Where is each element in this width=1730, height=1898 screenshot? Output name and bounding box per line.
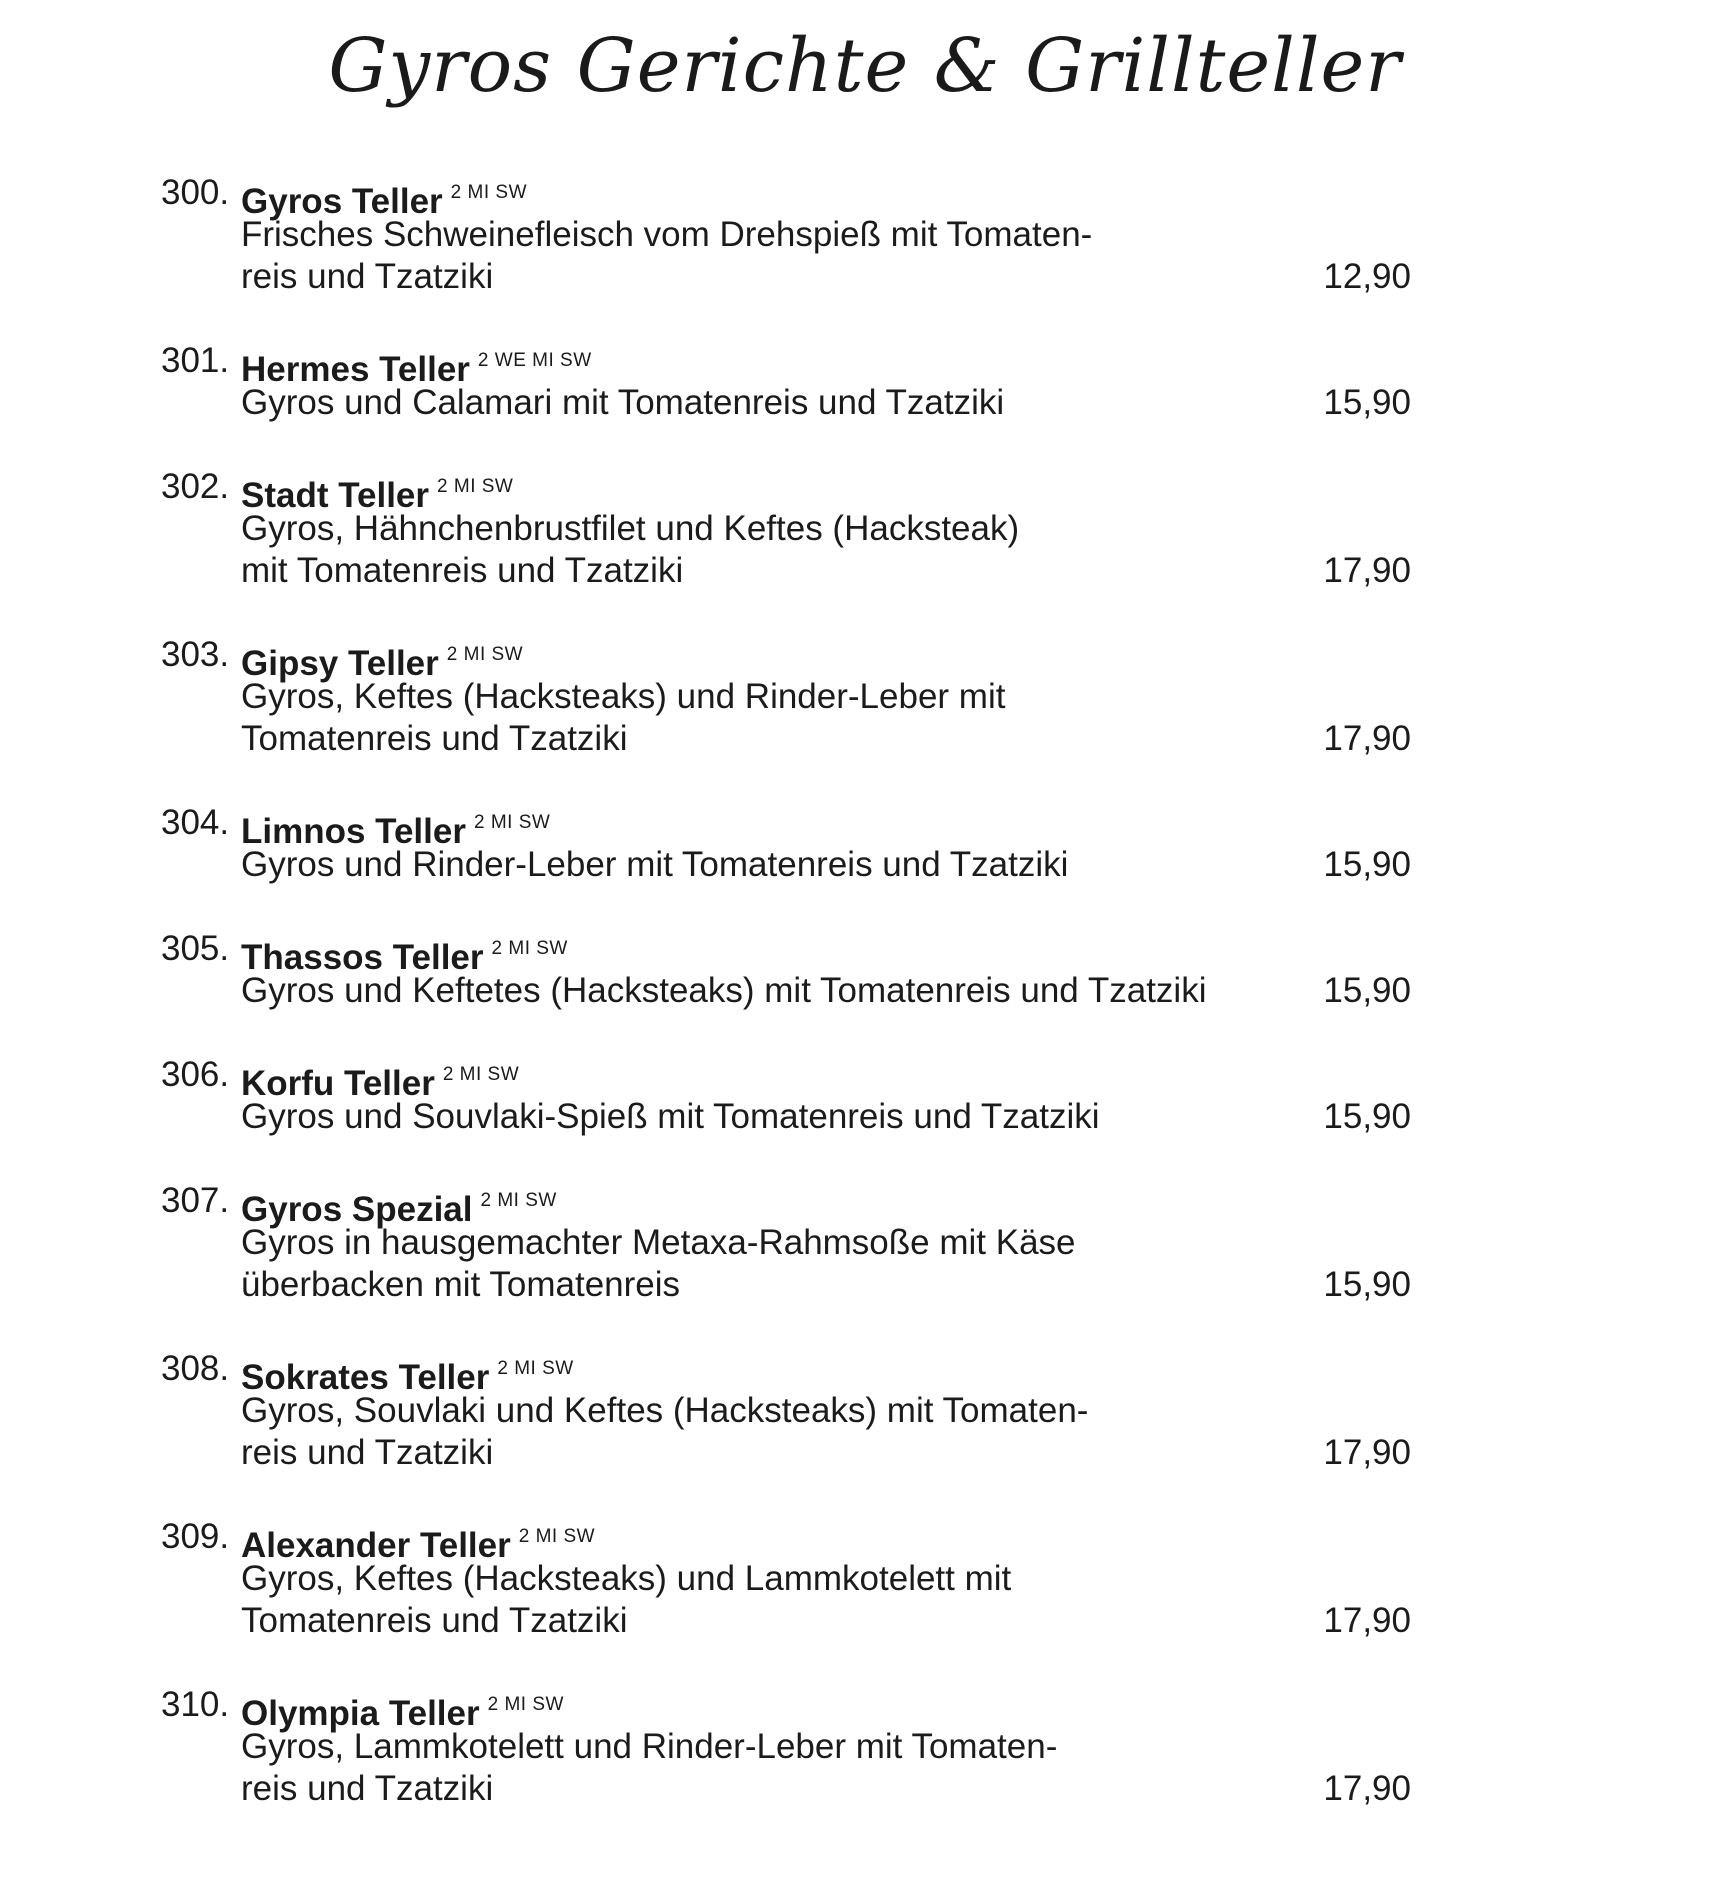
item-price: 15,90 bbox=[1323, 971, 1411, 1010]
item-name: Hermes Teller bbox=[241, 350, 470, 389]
item-description-line: überbacken mit Tomatenreis bbox=[241, 1265, 681, 1304]
item-number: 308. bbox=[161, 1349, 230, 1388]
item-name: Sokrates Teller bbox=[241, 1358, 490, 1397]
item-number: 306. bbox=[161, 1055, 230, 1094]
item-description bbox=[241, 1390, 1261, 1474]
item-allergens: 2 MI SW bbox=[473, 812, 551, 833]
item-price: 15,90 bbox=[1323, 1097, 1411, 1136]
menu-item bbox=[161, 1348, 1411, 1474]
item-name: Gipsy Teller bbox=[241, 644, 439, 683]
item-allergens: 2 MI SW bbox=[450, 182, 528, 203]
menu-item bbox=[161, 634, 1411, 760]
item-price: 15,90 bbox=[1323, 845, 1411, 884]
item-description-line: Gyros, Souvlaki und Keftes (Hacksteaks) mit Tomaten- bbox=[241, 1391, 1089, 1430]
item-name: Gyros Spezial bbox=[241, 1190, 473, 1229]
item-allergens: 2 MI SW bbox=[518, 1526, 596, 1547]
item-price: 15,90 bbox=[1323, 1265, 1411, 1304]
item-description-line: reis und Tzatziki bbox=[241, 1769, 494, 1808]
item-description bbox=[241, 1726, 1261, 1810]
item-number: 304. bbox=[161, 803, 230, 842]
menu-item bbox=[161, 928, 1411, 1012]
item-number: 303. bbox=[161, 635, 230, 674]
item-allergens: 2 MI SW bbox=[497, 1358, 574, 1379]
item-description bbox=[241, 970, 1261, 1012]
item-name: Thassos Teller bbox=[241, 938, 484, 977]
item-allergens: 2 MI SW bbox=[442, 1064, 520, 1085]
item-price: 17,90 bbox=[1323, 1601, 1411, 1640]
menu-item bbox=[161, 466, 1411, 592]
item-description-line: Gyros und Calamari mit Tomatenreis und Tzatziki bbox=[241, 383, 1005, 422]
item-description-line: Frisches Schweinefleisch vom Drehspieß mit Tomaten- bbox=[241, 215, 1093, 254]
item-number: 302. bbox=[161, 467, 230, 506]
item-name: Limnos Teller bbox=[241, 812, 466, 851]
page-title: Gyros Gerichte & Grillteller bbox=[328, 23, 1402, 109]
item-description bbox=[241, 844, 1261, 886]
item-allergens: 2 MI SW bbox=[487, 1694, 564, 1715]
menu-item bbox=[161, 340, 1411, 424]
menu-item bbox=[161, 1684, 1411, 1810]
item-description-line: Gyros, Keftes (Hacksteaks) und Lammkotelett mit bbox=[241, 1559, 1012, 1598]
item-allergens: 2 MI SW bbox=[480, 1190, 557, 1211]
item-description-line: Gyros und Rinder-Leber mit Tomatenreis und Tzatziki bbox=[241, 845, 1069, 884]
item-description-line: Gyros, Lammkotelett und Rinder-Leber mit Tomaten- bbox=[241, 1727, 1058, 1766]
item-allergens: 2 MI SW bbox=[446, 644, 524, 665]
menu-item bbox=[161, 172, 1411, 298]
item-description bbox=[241, 508, 1261, 592]
item-price: 17,90 bbox=[1323, 1433, 1411, 1472]
item-price: 17,90 bbox=[1323, 551, 1411, 590]
item-allergens: 2 WE MI SW bbox=[477, 350, 592, 371]
item-number: 309. bbox=[161, 1517, 230, 1556]
item-price: 15,90 bbox=[1323, 383, 1411, 422]
item-description-line: reis und Tzatziki bbox=[241, 1433, 494, 1472]
item-number: 300. bbox=[161, 173, 230, 212]
item-description-line: Gyros in hausgemachter Metaxa-Rahmsoße mit Käse bbox=[241, 1223, 1076, 1262]
item-name: Olympia Teller bbox=[241, 1694, 480, 1733]
item-description bbox=[241, 676, 1261, 760]
item-description-line: Gyros, Hähnchenbrustfilet und Keftes (Hacksteak) bbox=[241, 509, 1020, 548]
menu-item bbox=[161, 1054, 1411, 1138]
item-number: 307. bbox=[161, 1181, 230, 1220]
item-description-line: Tomatenreis und Tzatziki bbox=[241, 719, 628, 758]
item-name: Alexander Teller bbox=[241, 1526, 511, 1565]
item-description bbox=[241, 1096, 1261, 1138]
item-name: Stadt Teller bbox=[241, 476, 430, 515]
item-number: 310. bbox=[161, 1685, 230, 1724]
menu-item bbox=[161, 802, 1411, 886]
item-description-line: Gyros, Keftes (Hacksteaks) und Rinder-Leber mit bbox=[241, 677, 1006, 716]
item-description-line: reis und Tzatziki bbox=[241, 257, 494, 296]
menu-item bbox=[161, 1516, 1411, 1642]
item-description-line: Gyros und Keftetes (Hacksteaks) mit Tomatenreis und Tzatziki bbox=[241, 971, 1207, 1010]
menu-item bbox=[161, 1180, 1411, 1306]
item-name: Korfu Teller bbox=[241, 1064, 435, 1103]
item-description-line: Tomatenreis und Tzatziki bbox=[241, 1601, 628, 1640]
item-price: 17,90 bbox=[1323, 1769, 1411, 1808]
item-price: 12,90 bbox=[1323, 257, 1411, 296]
item-allergens: 2 MI SW bbox=[437, 476, 514, 497]
item-description bbox=[241, 1222, 1261, 1306]
item-price: 17,90 bbox=[1323, 719, 1411, 758]
item-number: 305. bbox=[161, 929, 230, 968]
menu-list bbox=[161, 172, 1411, 1852]
item-description-line: Gyros und Souvlaki-Spieß mit Tomatenreis und Tzatziki bbox=[241, 1097, 1100, 1136]
item-description-line: mit Tomatenreis und Tzatziki bbox=[241, 551, 684, 590]
item-description bbox=[241, 382, 1261, 424]
item-description bbox=[241, 1558, 1261, 1642]
item-allergens: 2 MI SW bbox=[491, 938, 568, 959]
item-description bbox=[241, 214, 1261, 298]
item-name: Gyros Teller bbox=[241, 182, 443, 221]
item-number: 301. bbox=[161, 341, 230, 380]
